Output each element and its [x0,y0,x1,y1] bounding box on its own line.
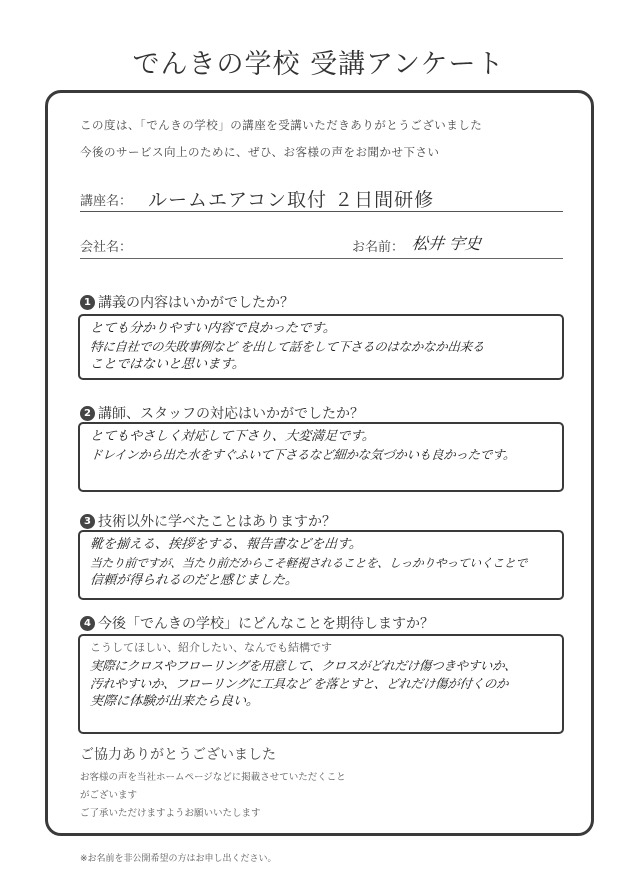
question-text-2: 講師、スタッフの対応はいかがでしたか？ [98,406,364,422]
question-number-1: 1 [80,295,95,310]
answer-3-line-1: 靴を揃える、挨拶をする、報告書などを出す。 [89,537,363,552]
answer-1-line-2: 特に自社での失敗事例など を出して話をして下さるのはなかなか出来る [89,339,485,354]
intro-line-2: 今後のサービス向上のために、ぜひ、お客様の声をお聞かせ下さい [80,145,440,159]
question-4 [80,613,434,633]
answer-4-line-3: 実際に体験が出来たら良い。 [89,694,260,709]
answer-1-line-3: ことではないと思います。 [89,357,246,372]
question-text-4: 今後「でんきの学校」にどんなことを期待しますか？ [98,616,434,632]
answer-3-line-3: 信頼が得られるのだと感じました。 [89,573,299,588]
question-1 [80,292,294,312]
question-text-3: 技術以外に学べたことはありますか？ [98,514,336,530]
company-underline [80,258,563,259]
answer-3-line-2: 当たり前ですが、当たり前だからこそ軽視されることを、しっかりやっていくことで [89,556,528,570]
customer-name-label: お名前： [352,240,405,255]
answer-1-line-1: とても分かりやすい内容で良かったです。 [89,321,337,336]
survey-title: でんきの学校 受講アンケート [132,49,505,80]
course-label: 講座名： [80,194,133,209]
answer-2-line-1: とてもやさしく対応して下さり、大変満足です。 [89,429,376,444]
answer-4-line-2: 汚れやすいか、フローリングに工具など を落とすと、どれだけ傷が付くのか [89,676,509,691]
question-number-3: 3 [80,514,95,529]
thanks-message: ご協力ありがとうございました [80,747,276,763]
course-name: ルームエアコン取付 ２日間研修 [148,189,435,211]
question-2 [80,403,364,423]
answer-box-4 [78,634,564,734]
answer-4-hint: こうしてほしい、紹介したい、なんでも結構です [90,641,332,654]
question-3 [80,511,336,531]
answer-box-3 [78,530,564,600]
answer-box-2 [78,422,564,492]
intro-line-1: この度は、「でんきの学校」の講座を受講いただきありがとうございました [80,118,483,132]
footer-note: ※お名前を非公開希望の方はお申し出ください。 [80,854,277,864]
answer-4-line-1: 実際にクロスやフローリングを用意して、クロスがどれだけ傷つきやすいか、 [89,658,518,673]
question-number-2: 2 [80,406,95,421]
answer-2-line-2: ドレインから出た水をすぐふいて下さるなど細かな気づかいも良かったです。 [89,447,517,462]
question-text-1: 講義の内容はいかがでしたか？ [98,295,294,311]
question-number-4: 4 [80,616,95,631]
publish-note-line-2: がございます [80,790,138,801]
publish-note-line-3: ご了承いただけますようお願いいたします [80,808,261,819]
publish-note-line-1: お客様の声を当社ホームページなどに掲載させていただくこと [80,772,346,783]
answer-box-1 [78,314,564,380]
company-label: 会社名： [80,240,133,255]
course-underline [80,211,563,212]
customer-name-value: 松井 宇史 [410,234,482,253]
